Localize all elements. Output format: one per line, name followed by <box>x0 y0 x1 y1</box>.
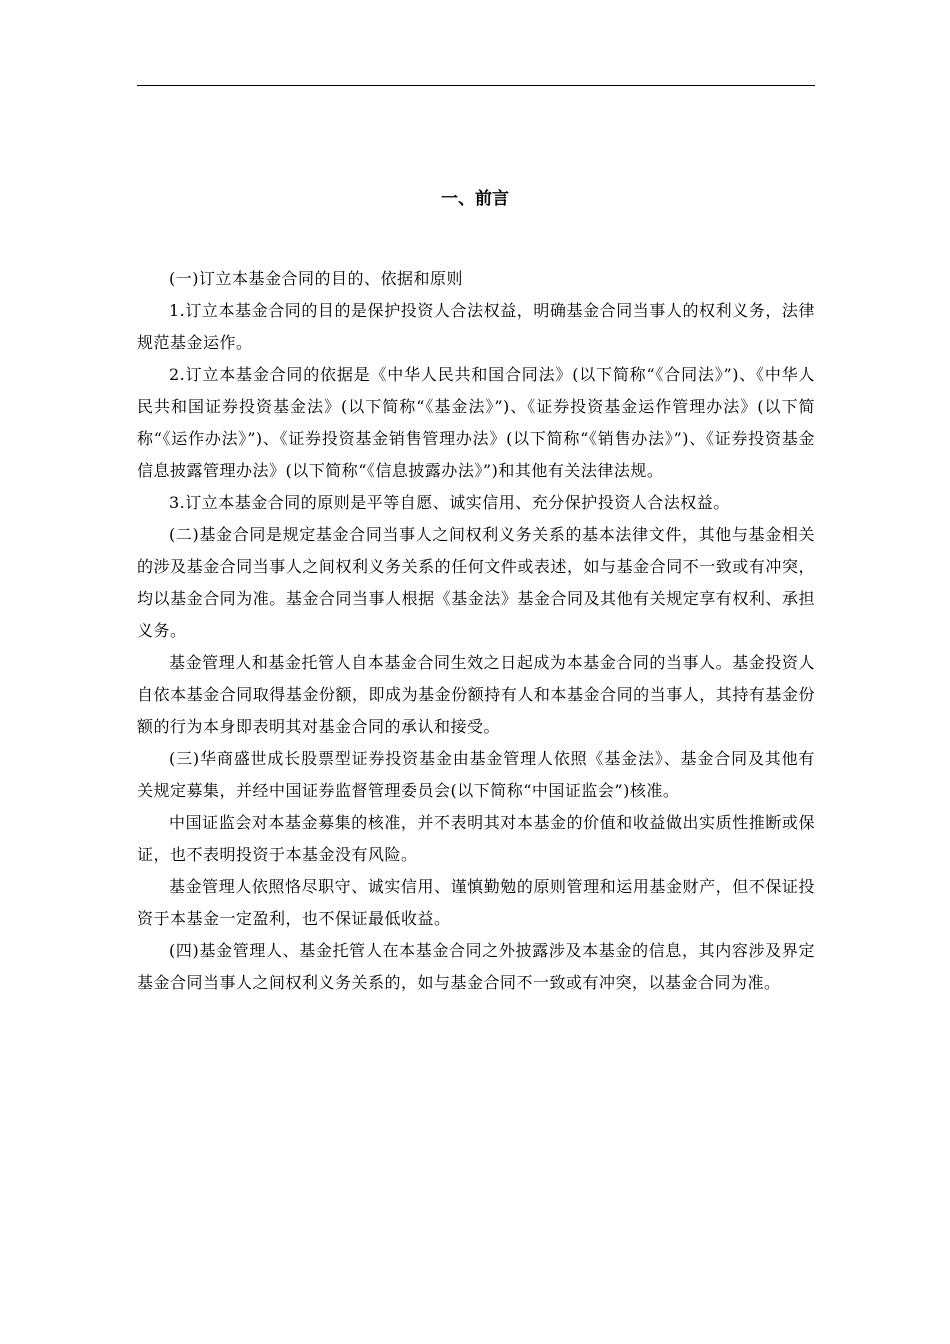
header-rule <box>137 85 815 86</box>
paragraph-purpose: 1.订立本基金合同的目的是保护投资人合法权益，明确基金合同当事人的权利义务，法律规范基金运作。 <box>137 301 815 352</box>
paragraph-fund-raising: (三)华商盛世成长股票型证券投资基金由基金管理人依照《基金法》、基金合同及其他有关规定募集，并经中国证券监督管理委员会(以下简称“中国证监会”)核准。 <box>137 749 815 800</box>
paragraph-disclosure: (四)基金管理人、基金托管人在本基金合同之外披露涉及本基金的信息，其内容涉及界定基金合同当事人之间权利义务关系的，如与基金合同不一致或有冲突，以基金合同为准。 <box>137 941 815 992</box>
page-title: 一、前言 <box>441 189 509 209</box>
paragraph-contract-nature: (二)基金合同是规定基金合同当事人之间权利义务关系的基本法律文件，其他与基金相关的涉及基金合同当事人之间权利义务关系的任何文件或表述，如与基金合同不一致或有冲突，均以基金合同为准。基金合同当事人根据《基金法》基金合同及其他有关规定享有权利、承担义务。 <box>137 525 815 640</box>
paragraph-parties: 基金管理人和基金托管人自本基金合同生效之日起成为本基金合同的当事人。基金投资人自依本基金合同取得基金份额，即成为基金份额持有人和本基金合同的当事人，其持有基金份额的行为本身即表明其对基金合同的承认和接受。 <box>137 653 815 736</box>
paragraph-basis: 2.订立本基金合同的依据是《中华人民共和国合同法》(以下简称“《合同法》”)、《中华人民共和国证券投资基金法》(以下简称“《基金法》”)、《证券投资基金运作管理办法》(以下简称“《运作办法》”)、《证券投资基金销售管理办法》(以下简称“《销售办法》”)、《证券投资基金信息披露管理办法》(以下简称“《信息披露办法》”)和其他有关法律法规。 <box>137 365 815 480</box>
paragraph-principle: 3.订立本基金合同的原则是平等自愿、诚实信用、充分保护投资人合法权益。 <box>169 493 730 512</box>
paragraph-purpose-heading: (一)订立本基金合同的目的、依据和原则 <box>169 269 463 288</box>
paragraph-csrc-approval: 中国证监会对本基金募集的核准，并不表明其对本基金的价值和收益做出实质性推断或保证，也不表明投资于本基金没有风险。 <box>137 813 815 864</box>
paragraph-no-guarantee: 基金管理人依照恪尽职守、诚实信用、谨慎勤勉的原则管理和运用基金财产，但不保证投资于本基金一定盈利，也不保证最低收益。 <box>137 877 815 928</box>
document-body <box>137 263 815 999</box>
